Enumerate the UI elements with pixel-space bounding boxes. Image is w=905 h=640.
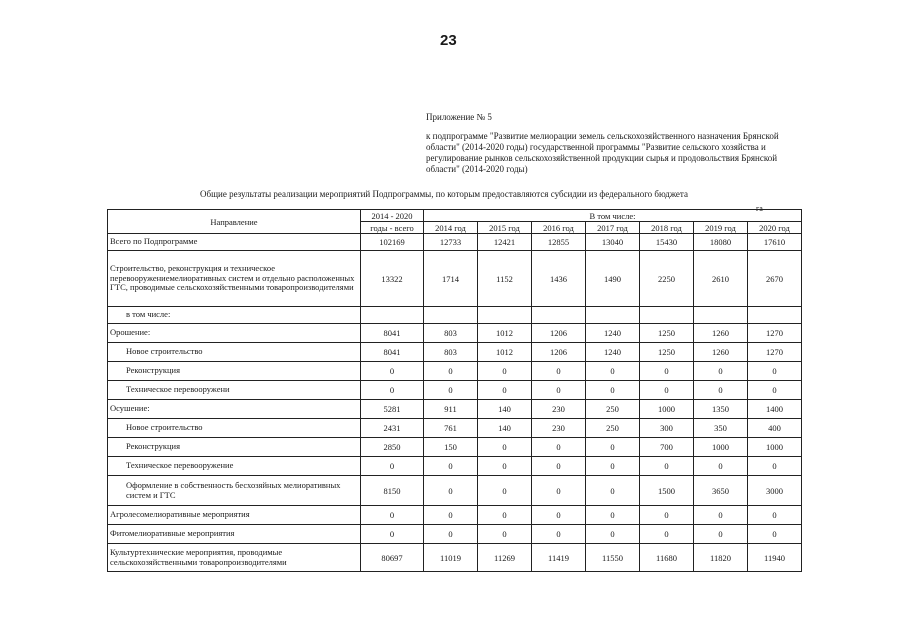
row-value: 0 [586, 362, 640, 381]
row-value: 0 [748, 506, 802, 525]
row-value: 0 [640, 457, 694, 476]
table-row [108, 234, 802, 251]
header-total: 2014 - 2020 [361, 210, 424, 222]
header-including: В том числе: [424, 210, 802, 222]
row-value: 0 [586, 506, 640, 525]
row-value [694, 307, 748, 324]
table-row [108, 307, 802, 324]
row-label: Реконструкция [108, 362, 361, 381]
row-value: 0 [478, 362, 532, 381]
header-year: 2019 год [694, 222, 748, 234]
row-value: 1240 [586, 324, 640, 343]
row-value [748, 307, 802, 324]
row-value: 1260 [694, 324, 748, 343]
row-value: 140 [478, 400, 532, 419]
row-value: 15430 [640, 234, 694, 251]
row-value: 0 [748, 525, 802, 544]
header-year: 2018 год [640, 222, 694, 234]
row-value: 12421 [478, 234, 532, 251]
row-value: 11820 [694, 544, 748, 572]
row-value: 2670 [748, 251, 802, 307]
row-value: 0 [361, 381, 424, 400]
row-value: 0 [694, 381, 748, 400]
row-value: 2850 [361, 438, 424, 457]
row-value: 0 [532, 457, 586, 476]
row-label: Фитомелиоративные мероприятия [108, 525, 361, 544]
row-value: 0 [640, 381, 694, 400]
table-row [108, 457, 802, 476]
row-value: 3650 [694, 476, 748, 506]
row-value: 17610 [748, 234, 802, 251]
row-label: Новое строительство [108, 419, 361, 438]
row-label: Новое строительство [108, 343, 361, 362]
row-value: 11550 [586, 544, 640, 572]
row-value: 150 [424, 438, 478, 457]
row-value: 11940 [748, 544, 802, 572]
row-value: 0 [532, 525, 586, 544]
row-label: Строительство, реконструкция и техническое перевооружениемелиоративных систем и отдельно расположенных ГТС, проводимые сельскохозяйственными товаропроизводителями [108, 251, 361, 307]
row-value: 13040 [586, 234, 640, 251]
row-value: 3000 [748, 476, 802, 506]
row-value: 250 [586, 400, 640, 419]
row-value: 11680 [640, 544, 694, 572]
row-value: 761 [424, 419, 478, 438]
row-value: 8041 [361, 324, 424, 343]
row-value: 1260 [694, 343, 748, 362]
row-label: Реконструкция [108, 438, 361, 457]
row-value: 0 [694, 457, 748, 476]
header-year: 2014 год [424, 222, 478, 234]
row-value: 0 [586, 457, 640, 476]
appendix-block [426, 112, 801, 175]
row-value [586, 307, 640, 324]
row-value: 230 [532, 400, 586, 419]
row-value: 0 [586, 476, 640, 506]
header-year: 2016 год [532, 222, 586, 234]
row-label: Оформление в собственность бесхозяйных мелиоративных систем и ГТС [108, 476, 361, 506]
table-row [108, 476, 802, 506]
table-row [108, 438, 802, 457]
row-value: 0 [424, 381, 478, 400]
unit-label: га [756, 204, 763, 213]
row-value: 0 [478, 381, 532, 400]
table-row [108, 381, 802, 400]
row-value: 0 [640, 362, 694, 381]
row-value [361, 307, 424, 324]
row-value: 1000 [748, 438, 802, 457]
row-value: 8041 [361, 343, 424, 362]
row-value: 0 [748, 381, 802, 400]
row-value: 11019 [424, 544, 478, 572]
row-value: 803 [424, 343, 478, 362]
row-value: 0 [424, 362, 478, 381]
table-row [108, 506, 802, 525]
row-value: 0 [424, 476, 478, 506]
header-year: 2015 год [478, 222, 532, 234]
header-direction: Направление [108, 210, 361, 234]
row-label: Агролесомелиоративные мероприятия [108, 506, 361, 525]
row-value: 0 [532, 381, 586, 400]
row-value: 5281 [361, 400, 424, 419]
row-value: 1012 [478, 343, 532, 362]
appendix-title: Приложение № 5 [426, 112, 492, 122]
row-value: 0 [478, 438, 532, 457]
row-value: 1270 [748, 343, 802, 362]
row-value: 1490 [586, 251, 640, 307]
row-value: 0 [586, 381, 640, 400]
table-heading: Общие результаты реализации мероприятий Подпрограммы, по которым предоставляются субсидии из федерального бюджета [200, 189, 688, 199]
row-value: 1240 [586, 343, 640, 362]
row-value: 0 [361, 525, 424, 544]
row-value: 1000 [640, 400, 694, 419]
row-value: 2250 [640, 251, 694, 307]
row-value: 2610 [694, 251, 748, 307]
row-value: 1500 [640, 476, 694, 506]
row-label: Техническое перевооружени [108, 381, 361, 400]
row-value: 0 [640, 506, 694, 525]
row-value: 1012 [478, 324, 532, 343]
row-value: 250 [586, 419, 640, 438]
row-value: 1270 [748, 324, 802, 343]
row-value: 1250 [640, 324, 694, 343]
row-value: 0 [361, 362, 424, 381]
row-value: 0 [478, 476, 532, 506]
header-total-sub: годы - всего [361, 222, 424, 234]
row-value: 1206 [532, 324, 586, 343]
row-value: 300 [640, 419, 694, 438]
row-value: 1714 [424, 251, 478, 307]
row-value: 11419 [532, 544, 586, 572]
row-value: 0 [424, 457, 478, 476]
row-value: 0 [640, 525, 694, 544]
row-value: 0 [532, 476, 586, 506]
table-row [108, 251, 802, 307]
row-value: 0 [361, 457, 424, 476]
row-value: 0 [748, 362, 802, 381]
row-value: 1206 [532, 343, 586, 362]
row-value: 0 [532, 438, 586, 457]
row-label: Культуртехнические мероприятия, проводимые сельскохозяйственными товаропроизводителями [108, 544, 361, 572]
row-value: 11269 [478, 544, 532, 572]
row-value: 12855 [532, 234, 586, 251]
row-label: Всего по Подпрограмме [108, 234, 361, 251]
row-value: 0 [748, 457, 802, 476]
row-value: 18080 [694, 234, 748, 251]
row-value: 0 [424, 525, 478, 544]
row-value: 911 [424, 400, 478, 419]
row-label: Техническое перевооружение [108, 457, 361, 476]
row-value: 0 [478, 506, 532, 525]
row-label: Орошение: [108, 324, 361, 343]
row-value: 0 [361, 506, 424, 525]
row-value: 1152 [478, 251, 532, 307]
row-value: 0 [694, 362, 748, 381]
row-value: 1350 [694, 400, 748, 419]
row-value: 803 [424, 324, 478, 343]
row-value: 1436 [532, 251, 586, 307]
row-value: 1250 [640, 343, 694, 362]
row-value: 13322 [361, 251, 424, 307]
row-value: 350 [694, 419, 748, 438]
row-value: 1000 [694, 438, 748, 457]
row-value: 700 [640, 438, 694, 457]
table-row [108, 362, 802, 381]
row-value: 0 [586, 525, 640, 544]
row-value: 0 [424, 506, 478, 525]
row-label: в том числе: [108, 307, 361, 324]
row-value: 0 [478, 457, 532, 476]
row-value: 12733 [424, 234, 478, 251]
row-value [424, 307, 478, 324]
header-year: 2017 год [586, 222, 640, 234]
row-value: 1400 [748, 400, 802, 419]
table-row [108, 525, 802, 544]
table-row [108, 343, 802, 362]
row-value: 140 [478, 419, 532, 438]
row-value [640, 307, 694, 324]
row-value: 400 [748, 419, 802, 438]
row-value: 8150 [361, 476, 424, 506]
row-value: 0 [694, 506, 748, 525]
row-value [478, 307, 532, 324]
appendix-text: к подпрограмме "Развитие мелиорации земель сельскохозяйственного назначения Брянской области" (2014-2020 годы) государственной программы "Развитие сельского хозяйства и регулирование рынков сельскохозяйственной продукции сырья и продовольствия Брянской области" (2014-2020 годы) [426, 131, 779, 174]
row-value: 0 [532, 362, 586, 381]
row-value: 102169 [361, 234, 424, 251]
results-table [107, 209, 802, 572]
row-value: 0 [532, 506, 586, 525]
row-value: 80697 [361, 544, 424, 572]
row-value: 0 [694, 525, 748, 544]
page-number: 23 [440, 32, 457, 49]
table-row [108, 419, 802, 438]
row-value: 2431 [361, 419, 424, 438]
table-row [108, 400, 802, 419]
row-value: 0 [478, 525, 532, 544]
table-row [108, 544, 802, 572]
row-value: 0 [586, 438, 640, 457]
header-year: 2020 год [748, 222, 802, 234]
row-value: 230 [532, 419, 586, 438]
row-label: Осушение: [108, 400, 361, 419]
table-row [108, 324, 802, 343]
row-value [532, 307, 586, 324]
